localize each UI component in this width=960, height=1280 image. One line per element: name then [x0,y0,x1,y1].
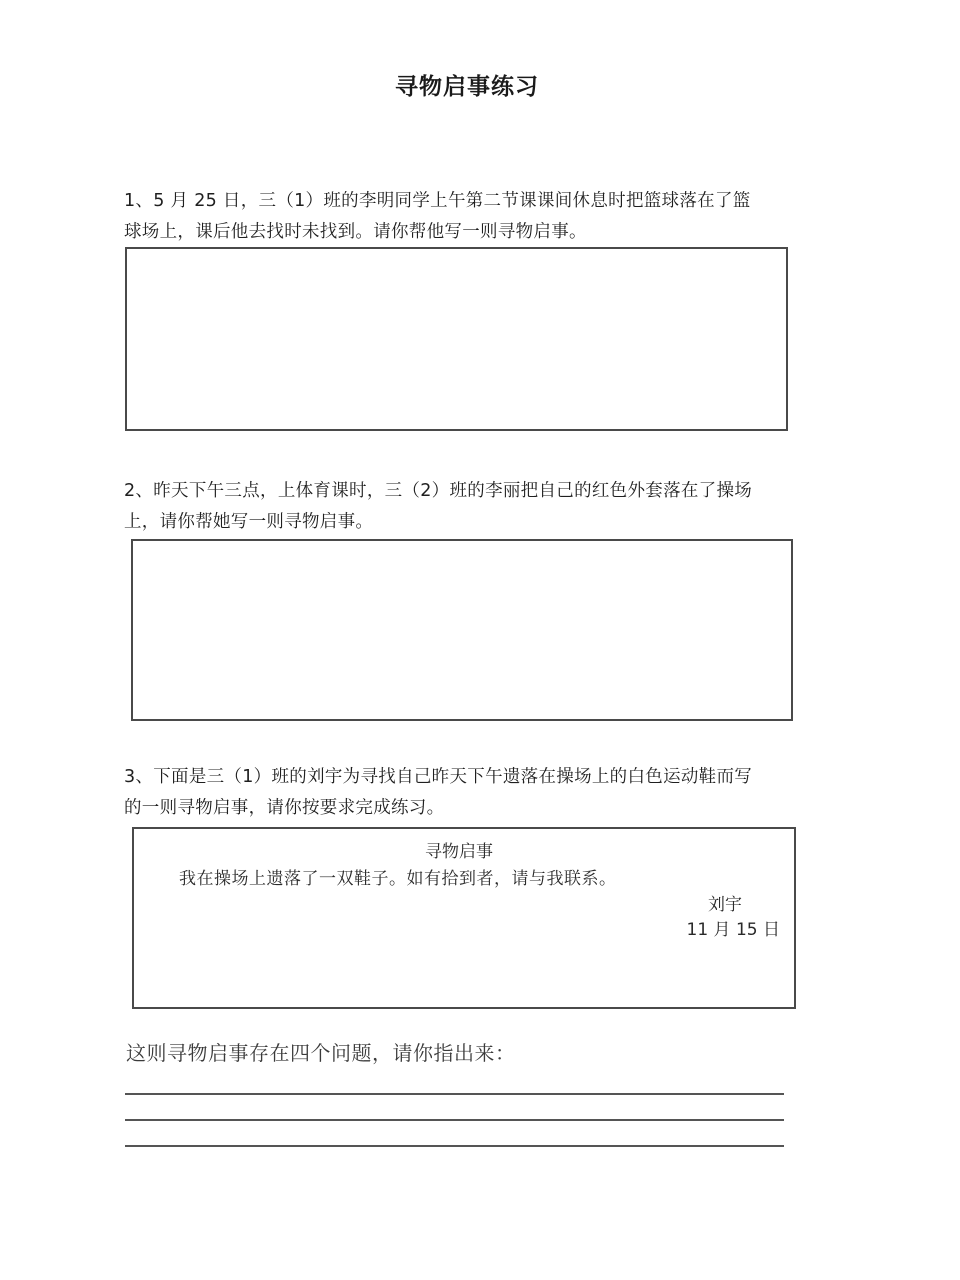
sample-notice-box [132,827,796,1009]
question-2-line-1: 2、昨天下午三点，上体育课时，三（2）班的李丽把自己的红色外套落在了操场 [124,481,753,501]
answer-line-1[interactable] [125,1093,784,1095]
answer-box-1[interactable] [125,247,788,431]
worksheet-title: 寻物启事练习 [395,74,539,100]
sample-notice-date: 11 月 15 日 [686,920,780,940]
answer-line-2[interactable] [125,1119,784,1121]
sample-notice-body: 我在操场上遗落了一双鞋子。如有拾到者，请与我联系。 [179,869,617,889]
answer-box-2[interactable] [131,539,793,721]
answer-line-3[interactable] [125,1145,784,1147]
sample-notice-signer: 刘宇 [708,895,742,915]
problems-prompt: 这则寻物启事存在四个问题，请你指出来： [126,1041,516,1065]
question-2-line-2: 上，请你帮她写一则寻物启事。 [124,512,374,532]
question-1-line-1: 1、5 月 25 日，三（1）班的李明同学上午第二节课课间休息时把篮球落在了篮 [124,191,751,211]
question-2 [124,476,824,538]
question-1-line-2: 球场上，课后他去找时未找到。请你帮他写一则寻物启事。 [124,222,587,242]
question-3-line-1: 3、下面是三（1）班的刘宇为寻找自己昨天下午遗落在操场上的白色运动鞋而写 [124,767,753,787]
question-3 [124,762,824,824]
question-3-line-2: 的一则寻物启事，请你按要求完成练习。 [124,798,445,818]
question-1 [124,186,824,248]
sample-notice-title: 寻物启事 [425,842,493,862]
